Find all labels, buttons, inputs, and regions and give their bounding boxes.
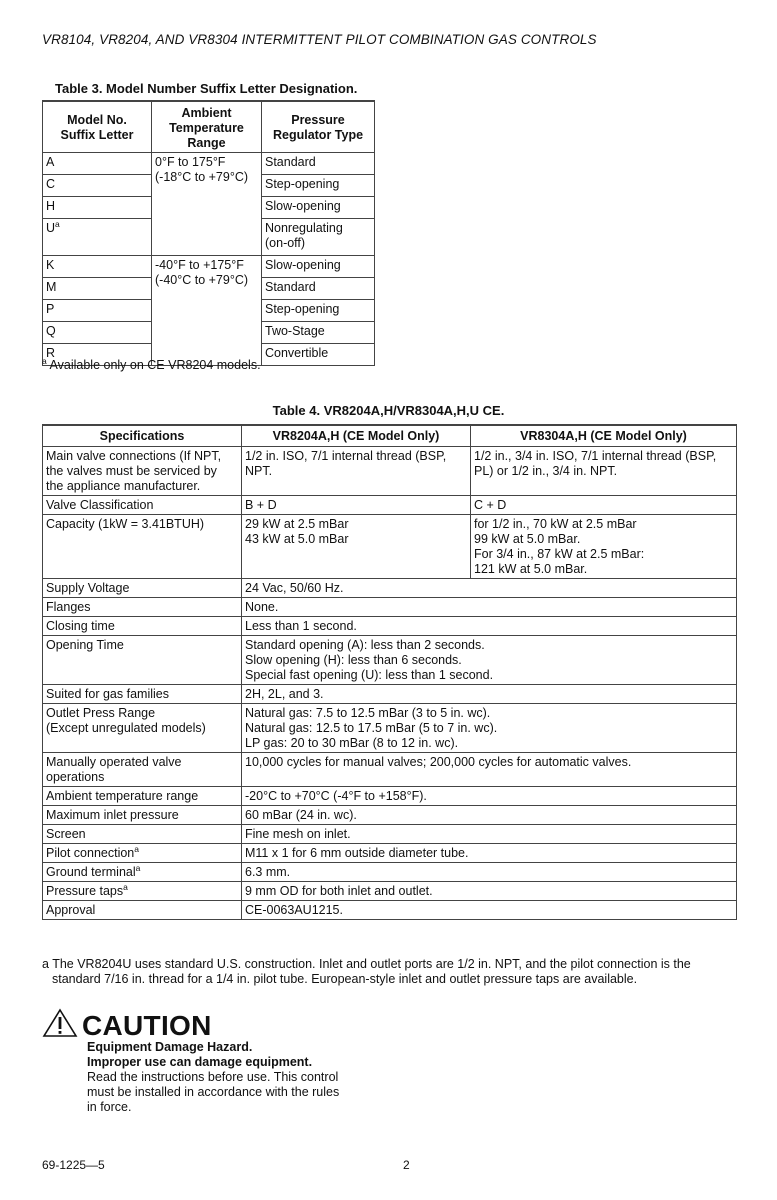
footer-doc-number: 69-1225—5 — [42, 1158, 105, 1172]
cell-line: Natural gas: 7.5 to 12.5 mBar (3 to 5 in. wc). — [245, 706, 491, 720]
table4-row — [43, 787, 737, 806]
cell-line: B + D — [245, 498, 277, 512]
cell-line: Standard opening (A): less than 2 seconds. — [245, 638, 485, 652]
spec-value-cell — [242, 753, 737, 787]
spec-value-cell — [242, 882, 737, 901]
table4-footnote: a The VR8204U uses standard U.S. construction. Inlet and outlet ports are 1/2 in. NPT, and the pilot connection is the standard 7/16 in. thread for a 1/4 in. pilot tube. European-style inlet and outlet pressure taps are available. — [42, 957, 691, 986]
table4-header-vr8304: VR8304A,H (CE Model Only) — [471, 425, 737, 447]
cell-line: Convertible — [265, 346, 329, 360]
cell-line: Valve Classification — [46, 498, 154, 512]
table4-row — [43, 844, 737, 863]
spec-name-cell — [43, 806, 242, 825]
cell-line: Slow opening (H): less than 6 seconds. — [245, 653, 462, 667]
table4-row — [43, 496, 737, 515]
cell-line: the appliance manufacturer. — [46, 479, 201, 493]
cell-line: Ambient temperature range — [46, 789, 199, 803]
spec-name-cell — [43, 901, 242, 920]
cell-line: Less than 1 second. — [245, 619, 357, 633]
suffix-letter-cell — [43, 175, 152, 197]
cell-line: Nonregulating — [265, 221, 343, 235]
cell-line: None. — [245, 600, 279, 614]
suffix-letter-table — [42, 100, 375, 366]
cell-line: Supply Voltage — [46, 581, 130, 595]
spec-name-cell — [43, 636, 242, 685]
spec-name-cell — [43, 515, 242, 579]
table4-row — [43, 863, 737, 882]
spec-value-cell — [242, 901, 737, 920]
spec-name-cell — [43, 447, 242, 496]
spec-value-cell — [242, 617, 737, 636]
cell-line: Ground terminal — [46, 865, 136, 879]
spec-name-cell — [43, 863, 242, 882]
spec-value-cell — [242, 704, 737, 753]
spec-name-cell — [43, 787, 242, 806]
cell-line: 2H, 2L, and 3. — [245, 687, 324, 701]
cell-line: NPT. — [245, 464, 273, 478]
warning-triangle-icon — [42, 1008, 78, 1043]
spec-name-cell — [43, 882, 242, 901]
spec-value-cell — [242, 685, 737, 704]
suffix-letter: R — [46, 346, 56, 360]
table3-header-suffix: Model No. Suffix Letter — [43, 101, 152, 153]
table4-row — [43, 685, 737, 704]
cell-line: Main valve connections (If NPT, — [46, 449, 222, 463]
table3-header-pressure: Pressure Regulator Type — [262, 101, 375, 153]
cell-line: Manually operated valve — [46, 755, 182, 769]
cell-line: Outlet Press Range — [46, 706, 156, 720]
spec-name-cell — [43, 704, 242, 753]
specifications-table — [42, 424, 737, 920]
table4-row — [43, 806, 737, 825]
cell-line: Fine mesh on inlet. — [245, 827, 351, 841]
suffix-letter: Q — [46, 324, 56, 338]
spec-name-cell — [43, 617, 242, 636]
cell-line: LP gas: 20 to 30 mBar (8 to 12 in. wc). — [245, 736, 459, 750]
cell-line: 60 mBar (24 in. wc). — [245, 808, 357, 822]
spec-name-cell — [43, 685, 242, 704]
cell-line: -20°C to +70°C (-4°F to +158°F). — [245, 789, 427, 803]
table4-row — [43, 617, 737, 636]
table4-row — [43, 447, 737, 496]
regulator-type-cell — [262, 300, 375, 322]
cell-line: Closing time — [46, 619, 115, 633]
cell-line: M11 x 1 for 6 mm outside diameter tube. — [245, 846, 469, 860]
table4-row — [43, 598, 737, 617]
suffix-letter-cell — [43, 278, 152, 300]
cell-line: Suited for gas families — [46, 687, 169, 701]
cell-line: 1/2 in. ISO, 7/1 internal thread (BSP, — [245, 449, 447, 463]
spec-value-cell — [242, 863, 737, 882]
footnote-marker: a — [123, 881, 128, 892]
vr8204-value-cell — [242, 447, 471, 496]
suffix-letter-cell — [43, 219, 152, 256]
spec-value-cell — [242, 636, 737, 685]
suffix-letter-cell — [43, 153, 152, 175]
suffix-letter: P — [46, 302, 55, 316]
cell-line: Opening Time — [46, 638, 124, 652]
footnote-marker: a — [55, 218, 60, 229]
spec-value-cell — [242, 579, 737, 598]
table4-title: Table 4. VR8204A,H/VR8304A,H,U CE. — [272, 403, 505, 418]
cell-line: operations — [46, 770, 105, 784]
cell-line: 10,000 cycles for manual valves; 200,000 cycles for automatic valves. — [245, 755, 632, 769]
footnote-marker: a — [134, 843, 139, 854]
suffix-letter: H — [46, 199, 56, 213]
table3-row — [43, 153, 375, 175]
cell-line: (-40°C to +79°C) — [155, 273, 249, 287]
cell-line: 121 kW at 5.0 mBar. — [474, 562, 588, 576]
cell-line: (on-off) — [265, 236, 306, 250]
table4-row — [43, 825, 737, 844]
table4-row — [43, 636, 737, 685]
cell-line: Special fast opening (U): less than 1 second. — [245, 668, 494, 682]
cell-line: -40°F to +175°F — [155, 258, 244, 272]
cell-line: 29 kW at 2.5 mBar — [245, 517, 349, 531]
suffix-letter: M — [46, 280, 57, 294]
cell-line: Standard — [265, 280, 316, 294]
table4-row — [43, 753, 737, 787]
cell-line: 0°F to 175°F — [155, 155, 226, 169]
cell-line: Natural gas: 12.5 to 17.5 mBar (5 to 7 in. wc). — [245, 721, 498, 735]
spec-value-cell — [242, 825, 737, 844]
regulator-type-cell — [262, 278, 375, 300]
regulator-type-cell — [262, 256, 375, 278]
spec-value-cell — [242, 787, 737, 806]
regulator-type-cell — [262, 322, 375, 344]
vr8204-value-cell — [242, 515, 471, 579]
caution-heading — [42, 1008, 212, 1043]
spec-value-cell — [242, 806, 737, 825]
cell-line: Standard — [265, 155, 316, 169]
cell-line: C + D — [474, 498, 507, 512]
cell-line: 1/2 in., 3/4 in. ISO, 7/1 internal thread (BSP, — [474, 449, 717, 463]
cell-line: Flanges — [46, 600, 91, 614]
vr8204-value-cell — [242, 496, 471, 515]
vr8304-value-cell — [471, 496, 737, 515]
cell-line: PL) or 1/2 in., 3/4 in. NPT. — [474, 464, 618, 478]
spec-name-cell — [43, 844, 242, 863]
spec-name-cell — [43, 579, 242, 598]
table4-row — [43, 704, 737, 753]
footer-page-number: 2 — [403, 1158, 410, 1172]
table3-footnote: $^a$ Available only on CE VR8204 models. — [42, 355, 261, 372]
spec-name-cell — [43, 753, 242, 787]
suffix-letter-cell — [43, 197, 152, 219]
caution-body: Equipment Damage Hazard. Improper use can damage equipment. Read the instructions before use. This control must be installed in accordance with the rules in force. — [87, 1040, 340, 1114]
cell-line: Step-opening — [265, 302, 340, 316]
cell-line: for 1/2 in., 70 kW at 2.5 mBar — [474, 517, 637, 531]
table4-row — [43, 579, 737, 598]
table3-header-ambient: Ambient Temperature Range — [152, 101, 262, 153]
table3-title: Table 3. Model Number Suffix Letter Designation. — [55, 81, 358, 96]
caution-title: CAUTION — [82, 1009, 212, 1041]
cell-line: CE-0063AU1215. — [245, 903, 343, 917]
suffix-letter: C — [46, 177, 56, 191]
suffix-letter-cell — [43, 322, 152, 344]
cell-line: Pressure taps — [46, 884, 124, 898]
cell-line: 6.3 mm. — [245, 865, 291, 879]
cell-line: (-18°C to +79°C) — [155, 170, 249, 184]
regulator-type-cell — [262, 197, 375, 219]
table4-row — [43, 515, 737, 579]
cell-line: Capacity (1kW = 3.41BTUH) — [46, 517, 205, 531]
regulator-type-cell — [262, 219, 375, 256]
cell-line: Maximum inlet pressure — [46, 808, 179, 822]
vr8304-value-cell — [471, 447, 737, 496]
spec-name-cell — [43, 825, 242, 844]
cell-line: Step-opening — [265, 177, 340, 191]
table3-row — [43, 256, 375, 278]
ambient-range-cell — [152, 153, 262, 256]
regulator-type-cell — [262, 175, 375, 197]
cell-line: 99 kW at 5.0 mBar. — [474, 532, 581, 546]
cell-line: For 3/4 in., 87 kW at 2.5 mBar: — [474, 547, 645, 561]
spec-value-cell — [242, 844, 737, 863]
cell-line: (Except unregulated models) — [46, 721, 206, 735]
cell-line: Screen — [46, 827, 86, 841]
spec-name-cell — [43, 598, 242, 617]
cell-line: Pilot connection — [46, 846, 135, 860]
footnote-marker: a — [135, 862, 141, 873]
suffix-letter: K — [46, 258, 55, 272]
regulator-type-cell — [262, 344, 375, 366]
cell-line: Slow-opening — [265, 258, 341, 272]
table4-header-specifications: Specifications — [43, 425, 242, 447]
cell-line: 9 mm OD for both inlet and outlet. — [245, 884, 433, 898]
cell-line: Slow-opening — [265, 199, 341, 213]
ambient-range-cell — [152, 256, 262, 366]
cell-line: Two-Stage — [265, 324, 325, 338]
cell-line: 43 kW at 5.0 mBar — [245, 532, 349, 546]
suffix-letter: U — [46, 221, 56, 235]
table4-row — [43, 882, 737, 901]
regulator-type-cell — [262, 153, 375, 175]
vr8304-value-cell — [471, 515, 737, 579]
spec-value-cell — [242, 598, 737, 617]
suffix-letter-cell — [43, 300, 152, 322]
page-header-title: VR8104, VR8204, AND VR8304 INTERMITTENT PILOT COMBINATION GAS CONTROLS — [42, 32, 597, 47]
table4-header-vr8204: VR8204A,H (CE Model Only) — [242, 425, 471, 447]
cell-line: the valves must be serviced by — [46, 464, 217, 478]
suffix-letter-cell — [43, 256, 152, 278]
table4-row — [43, 901, 737, 920]
suffix-letter: A — [46, 155, 55, 169]
spec-name-cell — [43, 496, 242, 515]
cell-line: Approval — [46, 903, 96, 917]
cell-line: 24 Vac, 50/60 Hz. — [245, 581, 344, 595]
